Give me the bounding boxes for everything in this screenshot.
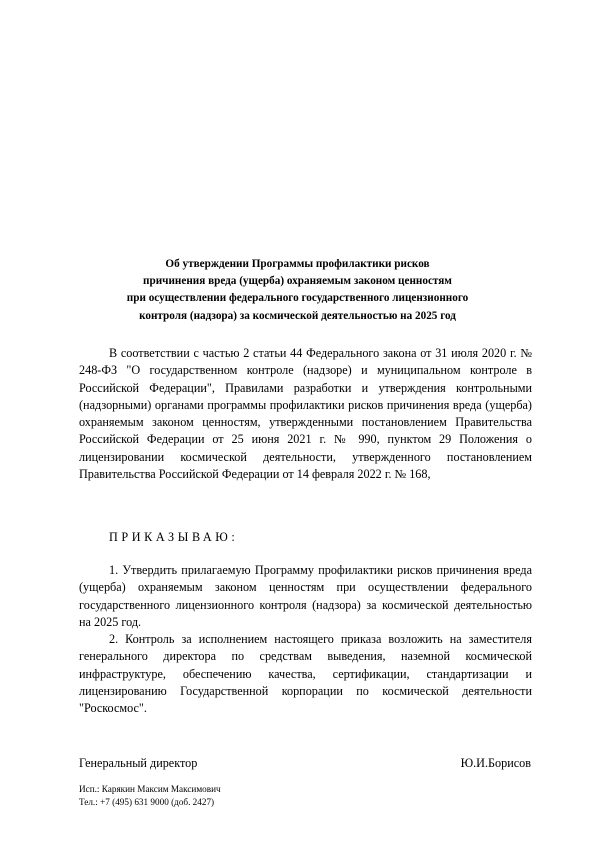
clause-1: 1. Утвердить прилагаемую Программу профилактики рисков причинения вреда (ущерба) охраняемым законом ценностям при осуществлении федерального государственного лицензионного контроля (надзора) за космической деятельностью на 2025 год. bbox=[79, 563, 532, 629]
title-line-1: Об утверждении Программы профилактики рисков bbox=[165, 258, 430, 270]
signatory-title: Генеральный директор bbox=[79, 756, 198, 770]
preamble-paragraph: В соответствии с частью 2 статьи 44 Федерального закона от 31 июля 2020 г. № 248-ФЗ "О государственном контроле (надзоре) и муниципальном контроле в Российской Федерации", Правилами разработки и утверждения контрольными (надзорными) органами программы профилактики рисков причинения вреда (ущерба) охраняемым законом ценностям, утвержденными постановлением Правительства Российской Федерации от 25 июня 2021 г. № 990, пунктом 29 Положения о лицензировании космической деятельности, утвержденного постановлением Правительства Российской Федерации от 14 февраля 2022 г. № 168, bbox=[79, 346, 532, 482]
executor-name: Исп.: Карякин Максим Максимович bbox=[79, 784, 221, 794]
order-clauses bbox=[79, 562, 532, 718]
title-line-2: причинения вреда (ущерба) охраняемым законом ценностям bbox=[143, 275, 452, 288]
title-line-4: контроля (надзора) за космической деятельностью на 2025 год bbox=[139, 309, 456, 322]
document-title bbox=[60, 256, 535, 325]
clause-2: 2. Контроль за исполнением настоящего приказа возложить на заместителя генерального директора по средствам выведения, наземной космической инфраструктуре, обеспечению качества, сертификации, стандартизации и лицензированию Государственной корпорации по космической деятельности "Роскосмос". bbox=[79, 632, 532, 716]
signatory-name: Ю.И.Борисов bbox=[460, 756, 531, 770]
executor-phone: Тел.: +7 (495) 631 9000 (доб. 2427) bbox=[79, 797, 215, 807]
title-line-3: при осуществлении федерального государственного лицензионного bbox=[126, 292, 469, 305]
executor-info bbox=[79, 783, 221, 809]
order-word: ПРИКАЗЫВАЮ: bbox=[109, 530, 239, 544]
